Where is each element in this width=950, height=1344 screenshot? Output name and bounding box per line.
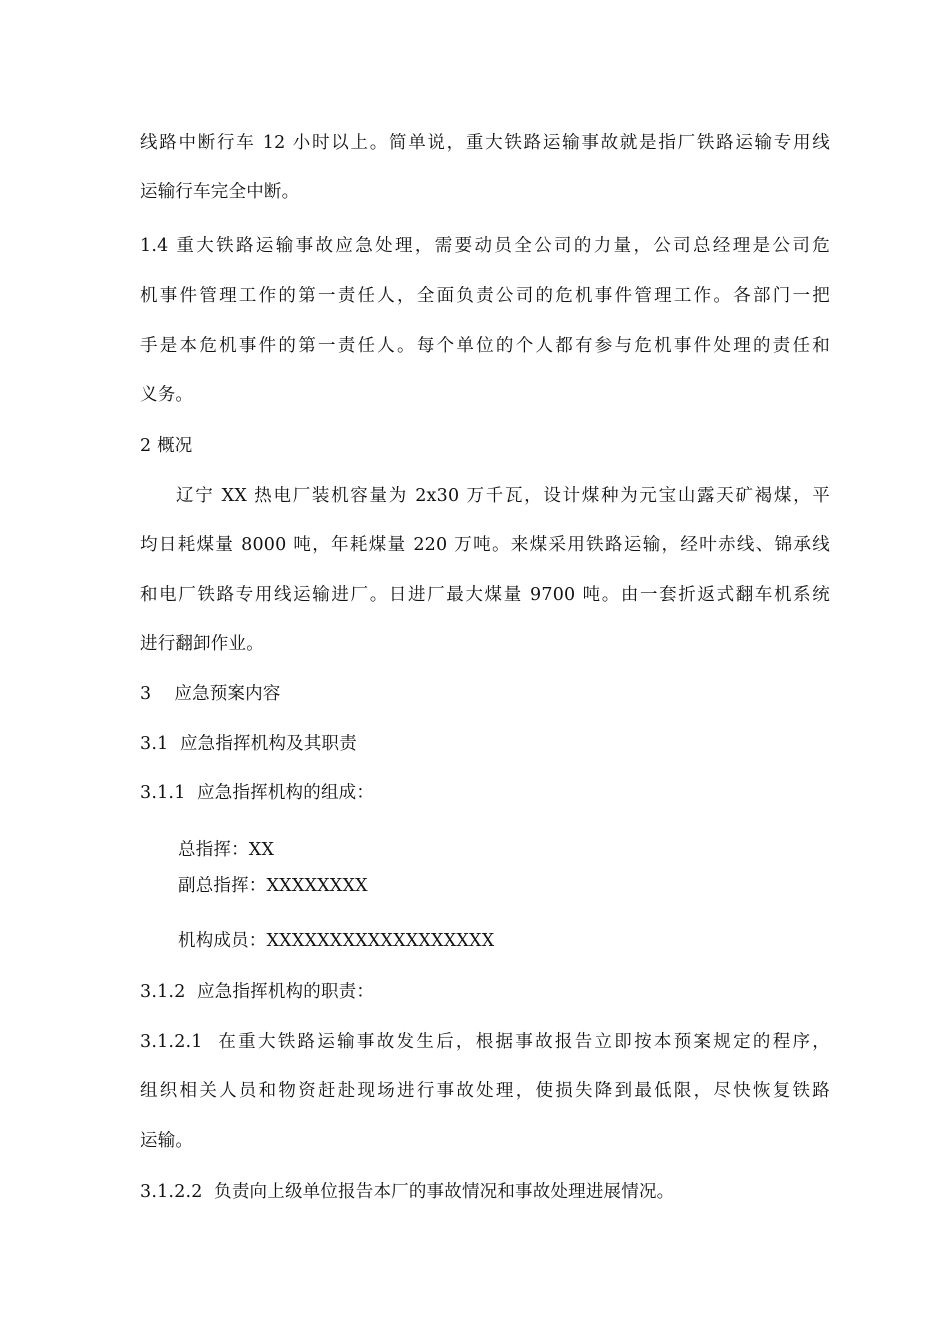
section-3-1-2-1-line: 3.1.2.1 在重大铁路运输事故发生后，根据事故报告立即按本预案规定的程序， [140, 1032, 830, 1052]
paragraph-line: 手是本危机事件的第一责任人。每个单位的个人都有参与危机事件处理的责任和 [140, 336, 830, 356]
deputy-commander-line: 副总指挥：XXXXXXXX [178, 876, 368, 896]
paragraph-line: 均日耗煤量 8000 吨，年耗煤量 220 万吨。来煤采用铁路运输，经叶赤线、锦承线 [140, 535, 830, 555]
commander-line: 总指挥：XX [178, 840, 275, 860]
paragraph-line: 运输。 [140, 1131, 194, 1151]
section-heading-3-1-1: 3.1.1 应急指挥机构的组成： [140, 783, 375, 803]
paragraph-line: 运输行车完全中断。 [140, 182, 300, 202]
members-line: 机构成员：XXXXXXXXXXXXXXXXXX [178, 931, 495, 951]
paragraph-line: 义务。 [140, 385, 194, 405]
section-heading-2: 2 概况 [140, 436, 193, 456]
section-heading-3-1: 3.1 应急指挥机构及其职责 [140, 734, 357, 754]
paragraph-line: 进行翻卸作业。 [140, 634, 264, 654]
paragraph-line: 组织相关人员和物资赶赴现场进行事故处理，使损失降到最低限，尽快恢复铁路 [140, 1081, 830, 1101]
section-heading-3: 3 应急预案内容 [140, 684, 281, 704]
paragraph-line: 线路中断行车 12 小时以上。简单说，重大铁路运输事故就是指厂铁路运输专用线 [140, 133, 830, 153]
paragraph-line: 辽宁 XX 热电厂装机容量为 2x30 万千瓦，设计煤种为元宝山露天矿褐煤，平 [176, 486, 830, 506]
section-1-4-line: 1.4 重大铁路运输事故应急处理，需要动员全公司的力量，公司总经理是公司危 [140, 236, 830, 256]
section-3-1-2-2-line: 3.1.2.2 负责向上级单位报告本厂的事故情况和事故处理进展情况。 [140, 1182, 675, 1202]
section-heading-3-1-2: 3.1.2 应急指挥机构的职责： [140, 982, 375, 1002]
paragraph-line: 和电厂铁路专用线运输进厂。日进厂最大煤量 9700 吨。由一套折返式翻车机系统 [140, 585, 830, 605]
paragraph-line: 机事件管理工作的第一责任人，全面负责公司的危机事件管理工作。各部门一把 [140, 286, 830, 306]
